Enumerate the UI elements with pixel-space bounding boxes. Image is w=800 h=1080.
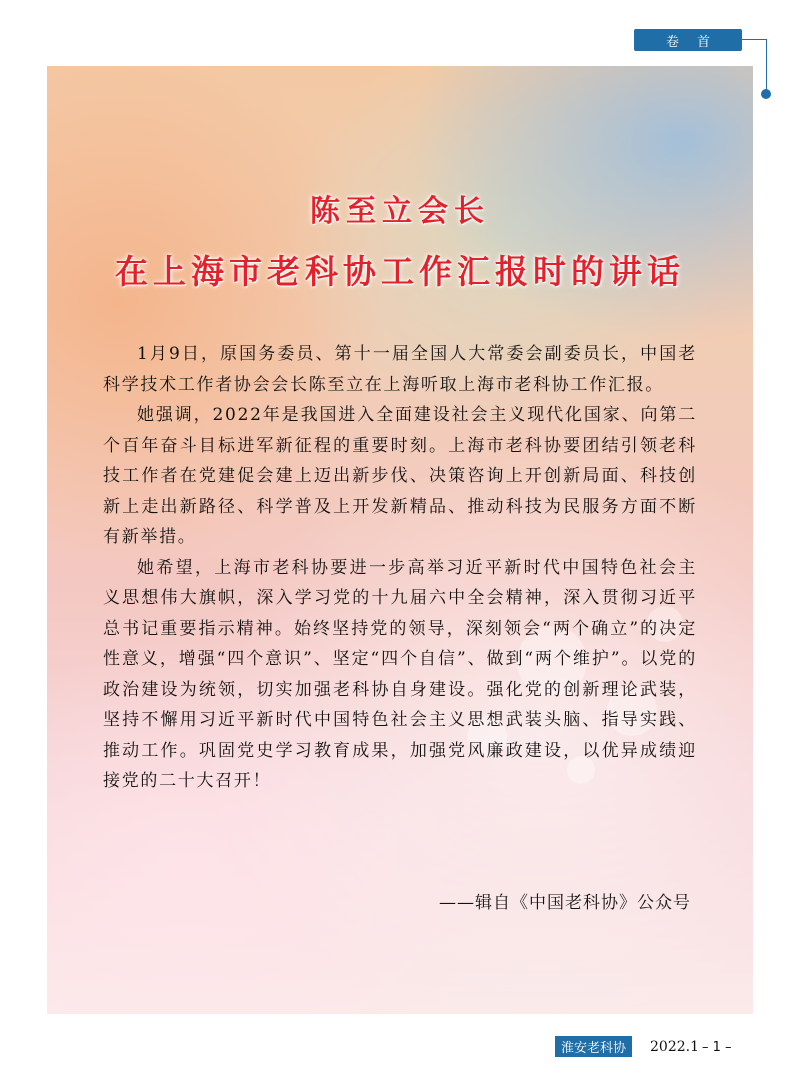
title-line-2: 在上海市老科协工作汇报时的讲话 (115, 252, 685, 291)
content-panel (47, 66, 753, 1014)
paragraph: 1月9日，原国务委员、第十一届全国人大常委会副委员长，中国老科学技术工作者协会会长陈至立在上海听取上海市老科协工作汇报。 (103, 344, 697, 395)
publication-name: 淮安老科协 (555, 1036, 632, 1057)
header-connector-line-vertical (766, 39, 767, 93)
header-dot-marker (761, 89, 771, 99)
page-number: – 1 – (702, 1040, 732, 1055)
article-body (103, 339, 697, 797)
issue-number: 2022.1 (650, 1038, 699, 1055)
paragraph: 她希望，上海市老科协要进一步高举习近平新时代中国特色社会主义思想伟大旗帜，深入学习党的十九届六中全会精神，深入贯彻习近平总书记重要指示精神。始终坚持党的领导，深刻领会“两个确立”的决定性意义，增强“四个意识”、坚定“四个自信”、做到“两个维护”。以党的政治建设为统领，切实加强老科协自身建设。强化党的创新理论武装，坚持不懈用习近平新时代中国特色社会主义思想武装头脑、指导实践、推动工作。巩固党史学习教育成果，加强党风廉政建设，以优异成绩迎接党的二十大召开！ (103, 557, 697, 791)
title-line-1: 陈至立会长 (310, 194, 490, 229)
section-label: 卷首 (634, 29, 742, 51)
source-attribution: ——辑自《中国老科协》公众号 (439, 893, 691, 913)
paragraph: 她强调，2022年是我国进入全面建设社会主义现代化国家、向第二个百年奋斗目标进军新征程的重要时刻。上海市老科协要团结引领老科技工作者在党建促会建上迈出新步伐、决策咨询上开创新局面、科技创新上走出新路径、科学普及上开发新精品、推动科技为民服务方面不断有新举措。 (103, 405, 697, 547)
header-connector-line (742, 39, 766, 40)
